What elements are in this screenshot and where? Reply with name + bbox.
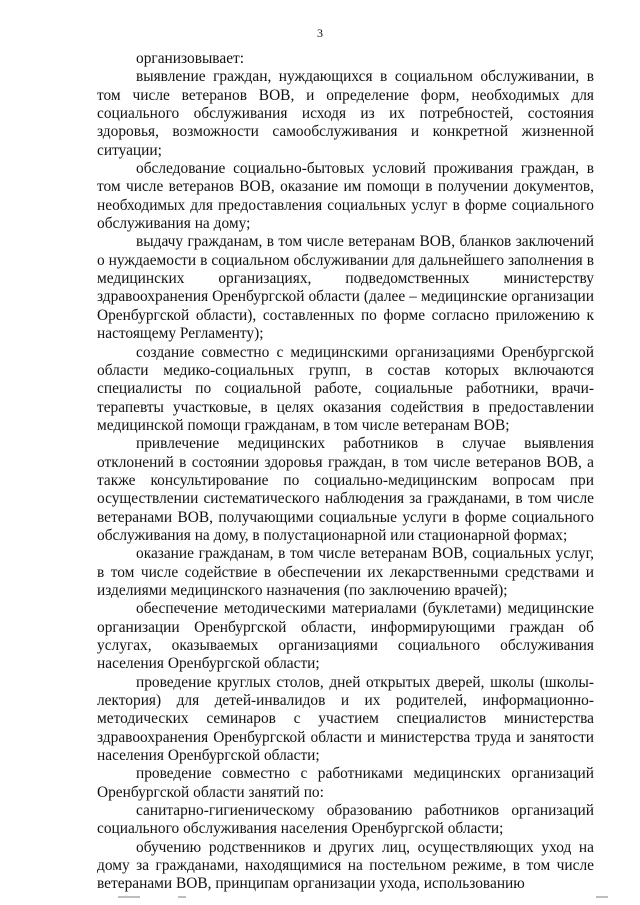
paragraph-identification: выявление граждан, нуждающихся в социальном обслуживании, в том числе ветеранов ВОВ, и определение форм, необходимых для социального обслуживания исходя из их потребностей, состояния здоровья, возможности самообслуживания и конкретной жизненной ситуации;: [97, 68, 594, 159]
scan-mark: [178, 896, 186, 898]
paragraph-involve-medical-workers: привлечение медицинских работников в случае выявления отклонений в состоянии здоровья граждан, в том числе ветеранов ВОВ, а также консультирование по социально-медицинским вопросам при осуществлении систематического наблюдения за гражданами, в том числе ветеранами ВОВ, получающими социальные услуги в форме социального обслуживания на дому, в полустационарной или стационарной формах;: [97, 435, 594, 544]
paragraph-medical-social-groups: создание совместно с медицинскими организациями Оренбургской области медико-социальных групп, в состав которых включаются специалисты по социальной работе, социальные работники, врачи-терапевты участковые, в целях оказания содействия в предоставлении медицинской помощи гражданам, в том числе ветеранам ВОВ;: [97, 343, 594, 434]
paragraph-round-tables: проведение круглых столов, дней открытых дверей, школы (школы-лектория) для детей-инвалидов и их родителей, информационно-методических семинаров с участием специалистов министерства здравоохранения Оренбургской области и министерства труда и занятости населения Оренбургской области;: [97, 673, 594, 765]
paragraph-survey-living-conditions: обследование социально-бытовых условий проживания граждан, в том числе ветеранов ВОВ, оказание им помощи в получении документов, необходимых для предоставления социальных услуг в форме социального обслуживания на дому;: [97, 160, 594, 233]
paragraph-training-relatives: обучению родственников и других лиц, осуществляющих уход на дому за гражданами, находящимися на постельном режиме, в том числе ветеранами ВОВ, принципам организации ухода, использованию: [97, 838, 594, 893]
paragraph-social-services: оказание гражданам, в том числе ветеранам ВОВ, социальных услуг, в том числе содействие в обеспечении их лекарственными средствами и изделиями медицинского назначения (по заключению врачей);: [97, 545, 594, 599]
document-body: [97, 50, 594, 894]
scan-mark: [596, 896, 608, 898]
paragraph-joint-classes: проведение совместно с работниками медицинских организаций Оренбургской области занятий по:: [97, 765, 594, 801]
paragraph-issue-forms: выдачу гражданам, в том числе ветеранам ВОВ, бланков заключений о нуждаемости в социальном обслуживании для дальнейшего заполнения в медицинских организациях, подведомственных министерству здравоохранения Оренбургской области (далее – медицинские организации Оренбургской области), составленных по форме согласно приложению к настоящему Регламенту);: [97, 233, 594, 343]
scan-edge-marks: [0, 890, 640, 905]
paragraph-methodical-materials: обеспечение методическими материалами (буклетами) медицинские организации Оренбургской области, информирующими граждан об услугах, оказываемых организациями социального обслуживания населения Оренбургской области;: [97, 600, 594, 673]
paragraph-sanitary-education: санитарно-гигиеническому образованию работников организаций социального обслуживания населения Оренбургской области;: [97, 802, 594, 838]
scan-mark: [118, 896, 140, 898]
paragraph-intro: организовывает:: [136, 50, 245, 67]
page-number: 3: [317, 26, 323, 40]
